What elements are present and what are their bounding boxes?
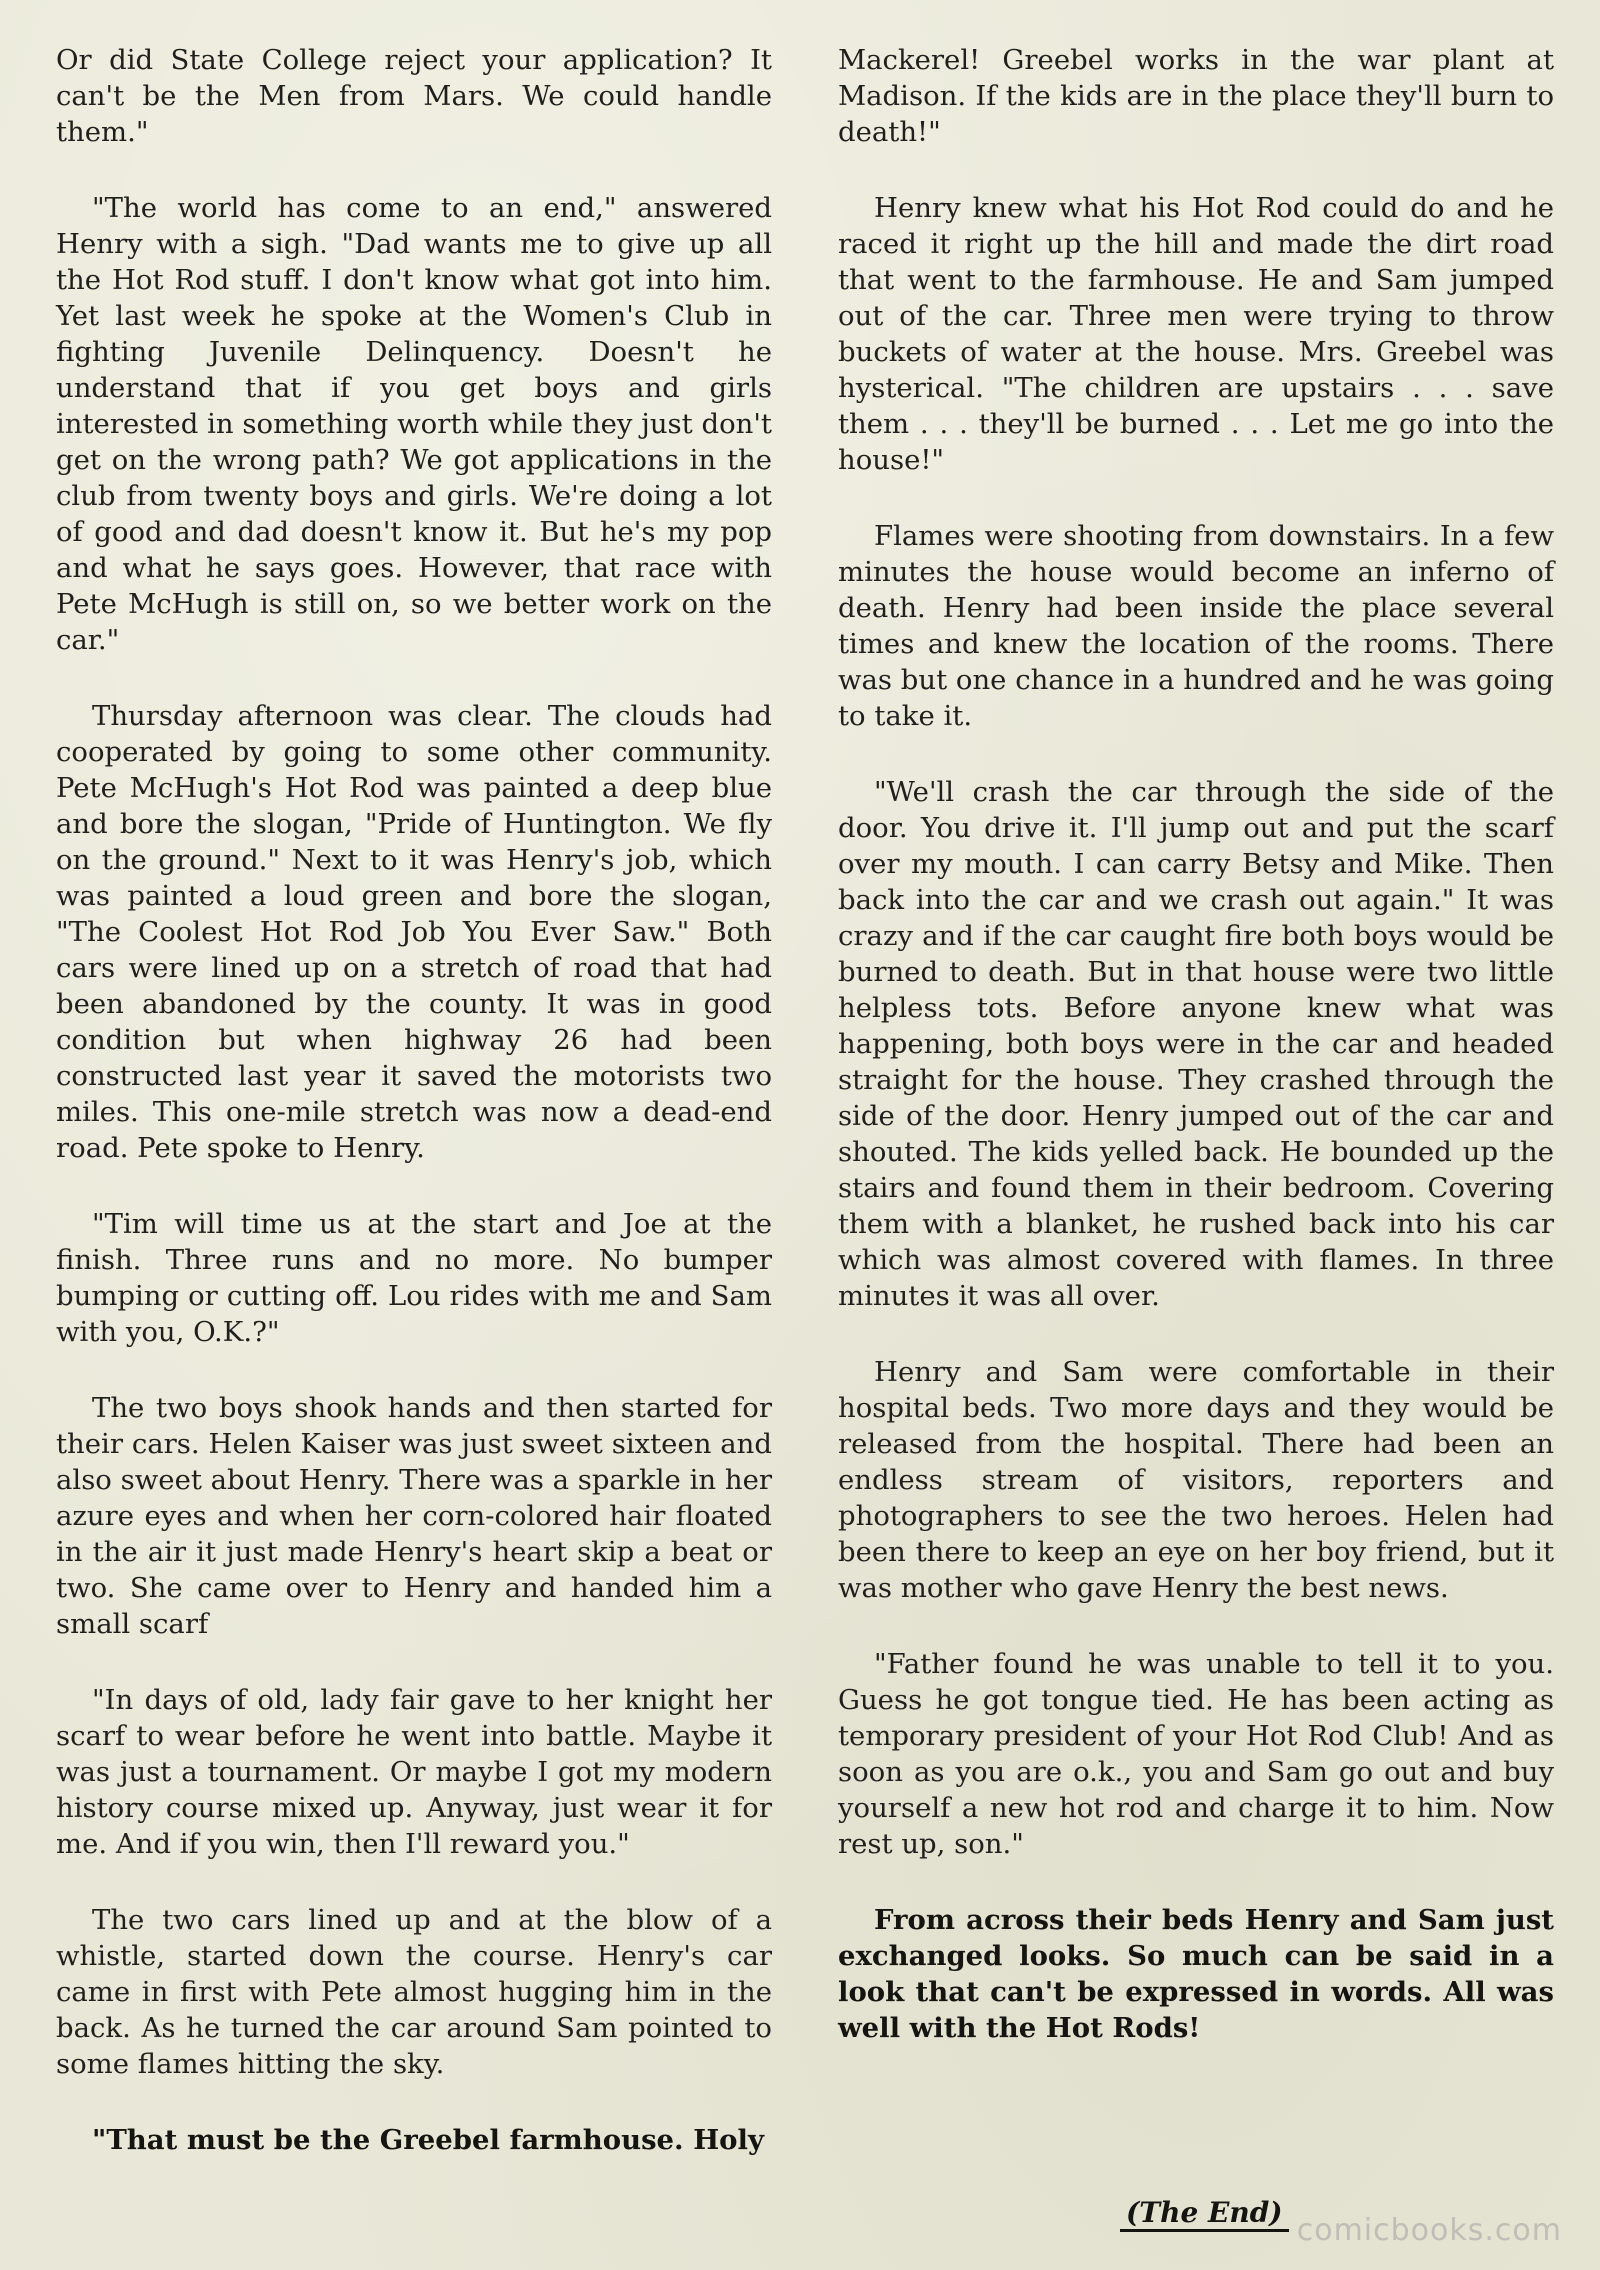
watermark: comicbooks.com bbox=[1296, 2213, 1562, 2248]
paragraph: "That must be the Greebel farmhouse. Holy bbox=[92, 2124, 764, 2156]
right-column bbox=[838, 42, 1554, 2086]
left-column bbox=[56, 42, 772, 2198]
paragraph: "Father found he was unable to tell it to you. Guess he got tongue tied. He has been acting as temporary president of your Hot Rod Club! And as soon as you are o.k., you and Sam go out and buy yourself a new hot rod and charge it to him. Now rest up, son." bbox=[838, 1648, 1554, 1860]
paragraph: "We'll crash the car through the side of the door. You drive it. I'll jump out and put the scarf over my mouth. I can carry Betsy and Mike. Then back into the car and we crash out again." It was crazy and if the car caught fire both boys would be burned to death. But in that house were two little helpless tots. Before anyone knew what was happening, both boys were in the car and headed straight for the house. They crashed through the side of the door. Henry jumped out of the car and shouted. The kids yelled back. He bounded up the stairs and found them in their bedroom. Covering them with a blanket, he rushed back into his car which was almost covered with flames. In three minutes it was all over. bbox=[838, 776, 1554, 1312]
paragraph: "Tim will time us at the start and Joe at the finish. Three runs and no more. No bumper bumping or cutting off. Lou rides with me and Sam with you, O.K.?" bbox=[56, 1208, 772, 1348]
paragraph: "In days of old, lady fair gave to her knight her scarf to wear before he went into battle. Maybe it was just a tournament. Or maybe I got my modern history course mixed up. Anyway, just wear it for me. And if you win, then I'll reward you." bbox=[56, 1684, 772, 1860]
paragraph: Henry and Sam were comfortable in their hospital beds. Two more days and they would be released from the hospital. There had been an endless stream of visitors, reporters and photographers to see the two heroes. Helen had been there to keep an eye on her boy friend, but it was mother who gave Henry the best news. bbox=[838, 1356, 1554, 1604]
paragraph: Flames were shooting from downstairs. In a few minutes the house would become an inferno of death. Henry had been inside the place several times and knew the location of the rooms. There was but one chance in a hundred and he was going to take it. bbox=[838, 520, 1554, 732]
paragraph: From across their beds Henry and Sam just exchanged looks. So much can be said in a look that can't be expressed in words. All was well with the Hot Rods! bbox=[838, 1904, 1554, 2044]
paragraph: The two boys shook hands and then started for their cars. Helen Kaiser was just sweet sixteen and also sweet about Henry. There was a sparkle in her azure eyes and when her corn-colored hair floated in the air it just made Henry's heart skip a beat or two. She came over to Henry and handed him a small scarf bbox=[56, 1392, 772, 1640]
the-end-mark: (The End) bbox=[1120, 2196, 1289, 2232]
paragraph: Or did State College reject your application? It can't be the Men from Mars. We could handle them." bbox=[56, 44, 772, 148]
paragraph: Mackerel! Greebel works in the war plant at Madison. If the kids are in the place they'll burn to death!" bbox=[838, 44, 1554, 148]
paragraph: The two cars lined up and at the blow of a whistle, started down the course. Henry's car came in first with Pete almost hugging him in the back. As he turned the car around Sam pointed to some flames hitting the sky. bbox=[56, 1904, 772, 2080]
paragraph: Henry knew what his Hot Rod could do and he raced it right up the hill and made the dirt road that went to the farmhouse. He and Sam jumped out of the car. Three men were trying to throw buckets of water at the house. Mrs. Greebel was hysterical. "The children are upstairs . . . save them . . . they'll be burned . . . Let me go into the house!" bbox=[838, 192, 1554, 476]
paragraph: Thursday afternoon was clear. The clouds had cooperated by going to some other community. Pete McHugh's Hot Rod was painted a deep blue and bore the slogan, "Pride of Huntington. We fly on the ground." Next to it was Henry's job, which was painted a loud green and bore the slogan, "The Coolest Hot Rod Job You Ever Saw." Both cars were lined up on a stretch of road that had been abandoned by the county. It was in good condition but when highway 26 had been constructed last year it saved the motorists two miles. This one-mile stretch was now a dead-end road. Pete spoke to Henry. bbox=[56, 700, 772, 1164]
paragraph: "The world has come to an end," answered Henry with a sigh. "Dad wants me to give up all the Hot Rod stuff. I don't know what got into him. Yet last week he spoke at the Women's Club in fighting Juvenile Delinquency. Doesn't he understand that if you get boys and girls interested in something worth while they just don't get on the wrong path? We got applications in the club from twenty boys and girls. We're doing a lot of good and dad doesn't know it. But he's my pop and what he says goes. However, that race with Pete McHugh is still on, so we better work on the car." bbox=[56, 192, 772, 656]
